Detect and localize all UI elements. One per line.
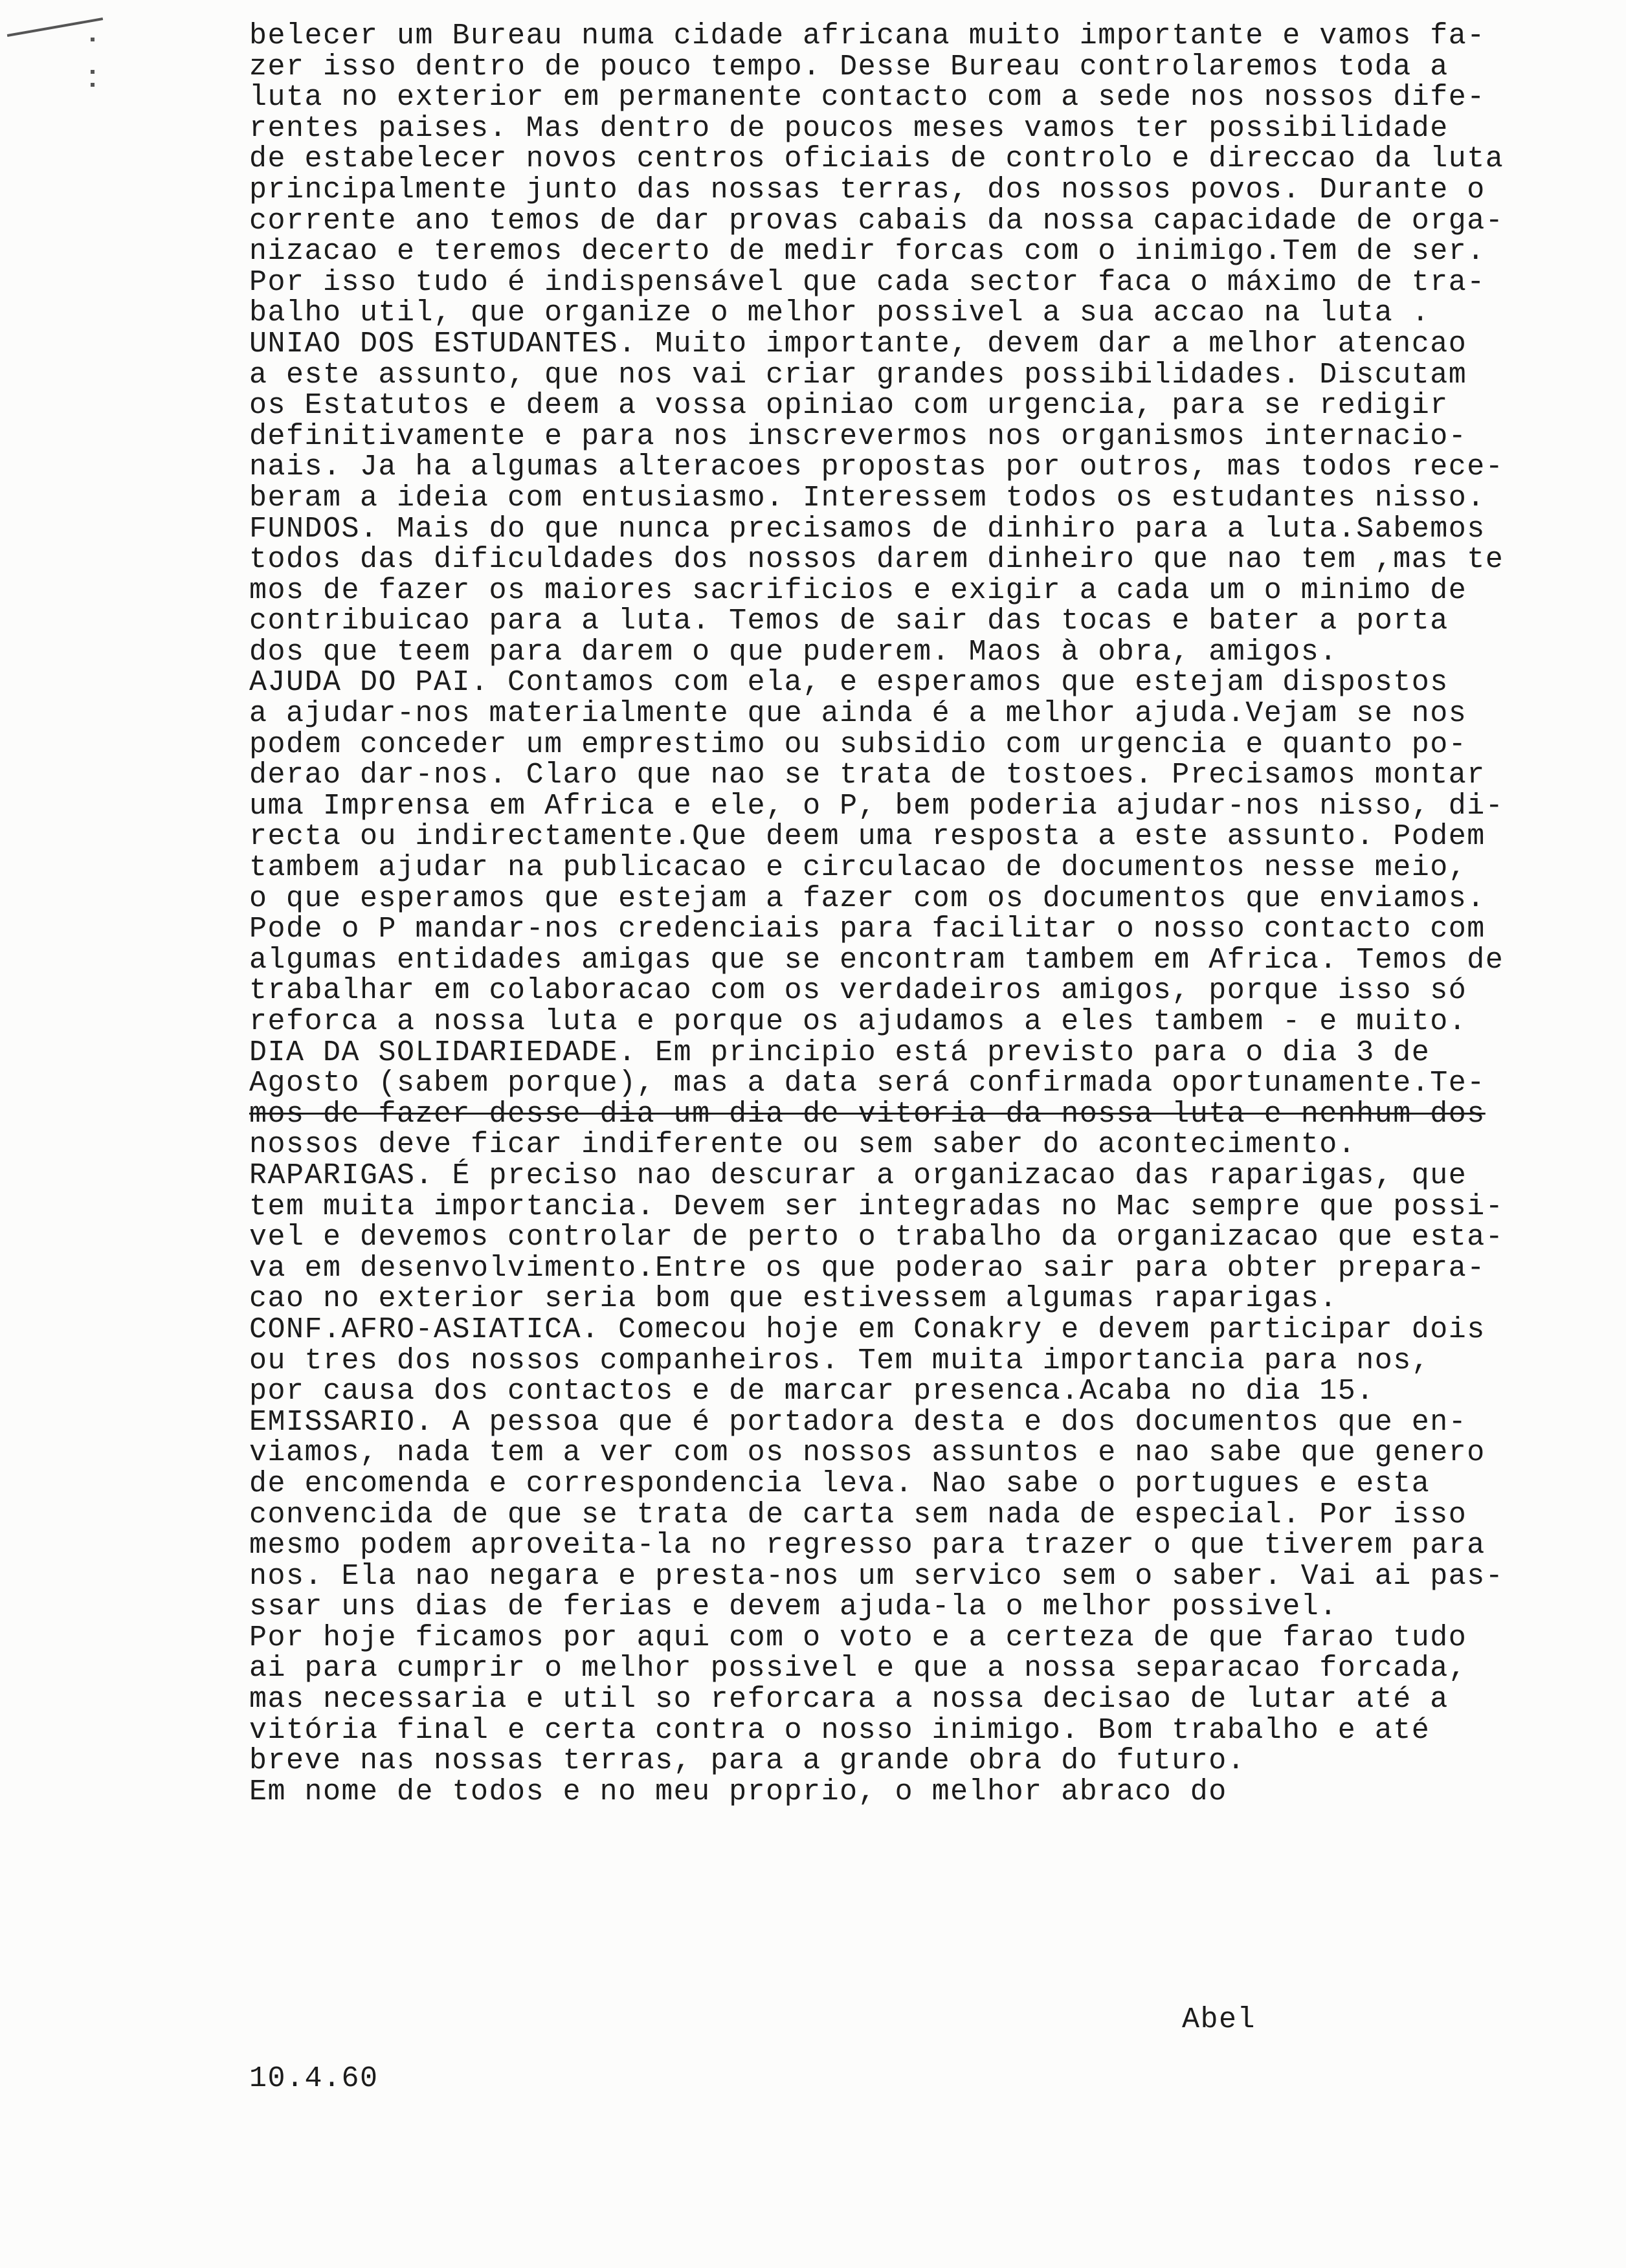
text-line: algumas entidades amigas que se encontram tambem em Africa. Temos de	[249, 943, 1504, 977]
text-line: ou tres dos nossos companheiros. Tem muita importancia para nos,	[249, 1344, 1431, 1377]
text-line: cao no exterior seria bom que estivessem algumas raparigas.	[249, 1282, 1338, 1316]
text-line: tem muita importancia. Devem ser integradas no Mac sempre que possi-	[249, 1190, 1504, 1223]
text-line: a este assunto, que nos vai criar grandes possibilidades. Discutam	[249, 358, 1467, 392]
signature: Abel	[1182, 2003, 1256, 2036]
text-line: vitória final e certa contra o nosso inimigo. Bom trabalho e até	[249, 1713, 1431, 1747]
section-heading-line: DIA DA SOLIDARIEDADE. Em principio está previsto para o dia 3 de	[249, 1036, 1431, 1069]
text-line: convencida de que se trata de carta sem nada de especial. Por isso	[249, 1498, 1467, 1531]
text-line: a ajudar-nos materialmente que ainda é a melhor ajuda.Vejam se nos	[249, 697, 1467, 731]
text-line: beram a ideia com entusiasmo. Interessem todos os estudantes nisso.	[249, 481, 1486, 515]
text-line: contribuicao para a luta. Temos de sair das tocas e bater a porta	[249, 605, 1449, 638]
text-line: de encomenda e correspondencia leva. Nao sabe o portugues e esta	[249, 1467, 1431, 1500]
text-line: reforca a nossa luta e porque os ajudamos a eles tambem - e muito.	[249, 1005, 1467, 1038]
text-line: rentes paises. Mas dentro de poucos meses vamos ter possibilidade	[249, 111, 1449, 145]
margin-mark	[91, 38, 95, 41]
text-line: viamos, nada tem a ver com os nossos assuntos e nao sabe que genero	[249, 1436, 1486, 1470]
section-heading-line: EMISSARIO. A pessoa que é portadora desta e dos documentos que en-	[249, 1405, 1467, 1439]
margin-mark	[91, 83, 95, 87]
text-line: trabalhar em colaboracao com os verdadeiros amigos, porque isso só	[249, 974, 1467, 1008]
text-line: recta ou indirectamente.Que deem uma resposta a este assunto. Podem	[249, 820, 1486, 854]
text-line: uma Imprensa em Africa e ele, o P, bem poderia ajudar-nos nisso, di-	[249, 789, 1504, 823]
text-line: podem conceder um emprestimo ou subsidio com urgencia e quanto po-	[249, 728, 1467, 761]
text-line: definitivamente e para nos inscrevermos nos organismos internacio-	[249, 419, 1467, 453]
closing-line: Em nome de todos e no meu proprio, o melhor abraco do	[249, 1775, 1227, 1808]
letter-body	[249, 21, 1609, 1807]
section-heading-line: RAPARIGAS. É preciso nao descurar a organizacao das raparigas, que	[249, 1159, 1467, 1192]
text-line: de estabelecer novos centros oficiais de controlo e direccao da luta	[249, 142, 1504, 176]
struck-text-line: mos de fazer desse dia um dia de vitoria da nossa luta e nenhum dos	[249, 1097, 1486, 1131]
section-heading-line: AJUDA DO PAI. Contamos com ela, e esperamos que estejam dispostos	[249, 666, 1449, 700]
text-line: va em desenvolvimento.Entre os que poderao sair para obter prepara-	[249, 1251, 1486, 1285]
text-line: Pode o P mandar-nos credenciais para facilitar o nosso contacto com	[249, 913, 1486, 946]
margin-mark	[7, 17, 103, 37]
text-line: nos. Ela nao negara e presta-nos um servico sem o saber. Vai ai pas-	[249, 1559, 1504, 1593]
text-line: mos de fazer os maiores sacrificios e exigir a cada um o minimo de	[249, 573, 1467, 607]
letter-date: 10.4.60	[249, 2062, 379, 2095]
text-line: ssar uns dias de ferias e devem ajuda-la o melhor possivel.	[249, 1590, 1338, 1624]
text-line: derao dar-nos. Claro que nao se trata de tostoes. Precisamos montar	[249, 759, 1486, 792]
text-line: belecer um Bureau numa cidade africana muito importante e vamos fa-	[249, 19, 1486, 52]
text-line: tambem ajudar na publicacao e circulacao de documentos nesse meio,	[249, 851, 1467, 885]
text-line: balho util, que organize o melhor possivel a sua accao na luta .	[249, 296, 1431, 330]
text-line: corrente ano temos de dar provas cabais da nossa capacidade de orga-	[249, 204, 1504, 238]
text-line: vel e devemos controlar de perto o trabalho da organizacao que esta-	[249, 1221, 1504, 1254]
text-line: nizacao e teremos decerto de medir forcas com o inimigo.Tem de ser.	[249, 235, 1486, 269]
text-line: os Estatutos e deem a vossa opiniao com urgencia, para se redigir	[249, 389, 1449, 423]
text-line: nais. Ja ha algumas alteracoes propostas por outros, mas todos rece-	[249, 450, 1504, 484]
text-line: breve nas nossas terras, para a grande obra do futuro.	[249, 1744, 1246, 1778]
section-heading-line: FUNDOS. Mais do que nunca precisamos de dinhiro para a luta.Sabemos	[249, 512, 1486, 546]
text-line: mas necessaria e util so reforcara a nossa decisao de lutar até a	[249, 1683, 1449, 1717]
text-line: Por isso tudo é indispensável que cada sector faca o máximo de tra-	[249, 265, 1486, 299]
text-line: todos das dificuldades dos nossos darem dinheiro que nao tem ,mas te	[249, 543, 1504, 577]
section-heading-line: CONF.AFRO-ASIATICA. Comecou hoje em Conakry e devem participar dois	[249, 1313, 1486, 1346]
text-line: zer isso dentro de pouco tempo. Desse Bureau controlaremos toda a	[249, 50, 1449, 83]
text-line: Agosto (sabem porque), mas a data será confirmada oportunamente.Te-	[249, 1067, 1486, 1100]
text-line: luta no exterior em permanente contacto com a sede nos nossos dife-	[249, 81, 1486, 115]
text-line: o que esperamos que estejam a fazer com os documentos que enviamos.	[249, 882, 1486, 915]
section-heading-line: UNIAO DOS ESTUDANTES. Muito importante, devem dar a melhor atencao	[249, 327, 1467, 361]
text-line: principalmente junto das nossas terras, dos nossos povos. Durante o	[249, 173, 1486, 206]
text-line: dos que teem para darem o que puderem. Maos à obra, amigos.	[249, 635, 1338, 669]
text-line: Por hoje ficamos por aqui com o voto e a certeza de que farao tudo	[249, 1621, 1467, 1654]
text-line: por causa dos contactos e de marcar presenca.Acaba no dia 15.	[249, 1375, 1375, 1408]
text-line: ai para cumprir o melhor possivel e que a nossa separacao forcada,	[249, 1652, 1467, 1685]
text-line: mesmo podem aproveita-la no regresso para trazer o que tiverem para	[249, 1529, 1486, 1562]
text-line: nossos deve ficar indiferente ou sem saber do acontecimento.	[249, 1128, 1357, 1162]
margin-mark	[91, 70, 95, 74]
